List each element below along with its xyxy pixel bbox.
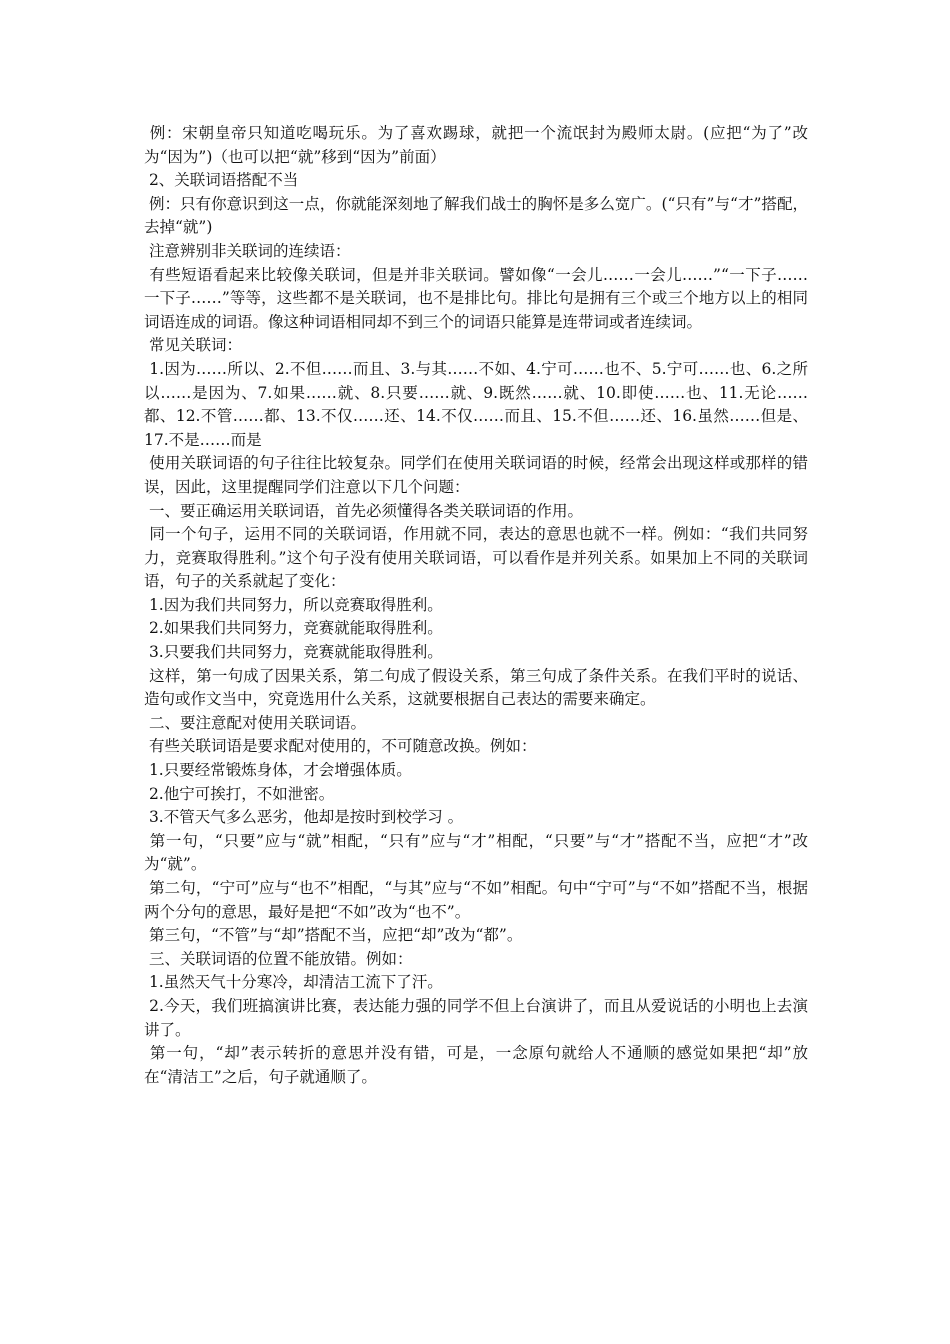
paragraph: 1.虽然天气十分寒冷，却清洁工流下了汗。: [144, 973, 443, 992]
paragraph: 同一个句子，运用不同的关联词语，作用就不同，表达的意思也就不一样。例如：“我们共同努力，竞赛取得胜利。”这个句子没有使用关联词语，可以看作是并列关系。如果加上不同的关联词语，句子的关系就起了变化：: [144, 525, 808, 591]
paragraph: 例：只有你意识到这一点，你就能深刻地了解我们战士的胸怀是多么宽广。(“只有”与“才”搭配，去掉“就”): [144, 194, 808, 237]
paragraph: 1.因为我们共同努力，所以竞赛取得胜利。: [144, 595, 443, 614]
paragraph: 二、要注意配对使用关联词语。: [144, 713, 366, 732]
paragraph: 3.不管天气多么恶劣，他却是按时到校学习 。: [144, 808, 464, 827]
paragraph: 一、要正确运用关联词语，首先必须懂得各类关联词语的作用。: [144, 501, 583, 520]
paragraph: 例：宋朝皇帝只知道吃喝玩乐。为了喜欢踢球，就把一个流氓封为殿师太尉。(应把“为了”改为“因为”)（也可以把“就”移到“因为”前面）: [144, 124, 808, 166]
paragraph: 这样，第一句成了因果关系，第二句成了假设关系，第三句成了条件关系。在我们平时的说话、造句或作文当中，究竟选用什么关系，这就要根据自己表达的需要来确定。: [144, 666, 808, 709]
paragraph: 2.他宁可挨打，不如泄密。: [144, 784, 335, 803]
paragraph: 2.如果我们共同努力，竞赛就能取得胜利。: [144, 619, 443, 638]
document-body: [144, 122, 808, 1089]
paragraph: 常见关联词：: [144, 336, 242, 355]
paragraph: 第三句，“不管”与“却”搭配不当，应把“却”改为“都”。: [144, 926, 523, 945]
paragraph: 1.只要经常锻炼身体，才会增强体质。: [144, 761, 412, 780]
paragraph: 注意辨别非关联词的连续语：: [144, 241, 351, 260]
paragraph: 1.因为……所以、2.不但……而且、3.与其……不如、4.宁可……也不、5.宁可……也、6.之所以……是因为、7.如果……就、8.只要……就、9.既然……就、10.即使……也、11.无论……都、12.不管……都、13.不仅……还、14.不仅……而且、15.不但……还、16.虽然……但是、17.不是……而是: [144, 359, 808, 449]
paragraph: 2.今天，我们班搞演讲比赛，表达能力强的同学不但上台演讲了，而且从爱说话的小明也上去演讲了。: [144, 996, 808, 1039]
paragraph: 使用关联词语的句子往往比较复杂。同学们在使用关联词语的时候，经常会出现这样或那样的错误，因此，这里提醒同学们注意以下几个问题：: [144, 454, 808, 496]
paragraph: 第一句，“只要”应与“就”相配，“只有”应与“才”相配，“只要”与“才”搭配不当，应把“才”改为“就”。: [144, 831, 808, 874]
paragraph: 三、关联词语的位置不能放错。例如：: [144, 949, 413, 968]
paragraph: 有些关联词语是要求配对使用的，不可随意改换。例如：: [144, 737, 537, 756]
paragraph: 3.只要我们共同努力，竞赛就能取得胜利。: [144, 643, 443, 662]
paragraph: 有些短语看起来比较像关联词，但是并非关联词。譬如像“一会儿……一会儿……”“一下子……一下子……”等等，这些都不是关联词，也不是排比句。排比句是拥有三个或三个地方以上的相同词语连成的词语。像这种词语相同却不到三个的词语只能算是连带词或者连续词。: [144, 265, 808, 331]
paragraph: 2、关联词语搭配不当: [144, 171, 299, 190]
paragraph: 第二句，“宁可”应与“也不”相配，“与其”应与“不如”相配。句中“宁可”与“不如”搭配不当，根据两个分句的意思，最好是把“不如”改为“也不”。: [144, 879, 808, 921]
paragraph: 第一句，“却”表示转折的意思并没有错，可是，一念原句就给人不通顺的感觉如果把“却”放在“清洁工”之后，句子就通顺了。: [144, 1044, 808, 1086]
